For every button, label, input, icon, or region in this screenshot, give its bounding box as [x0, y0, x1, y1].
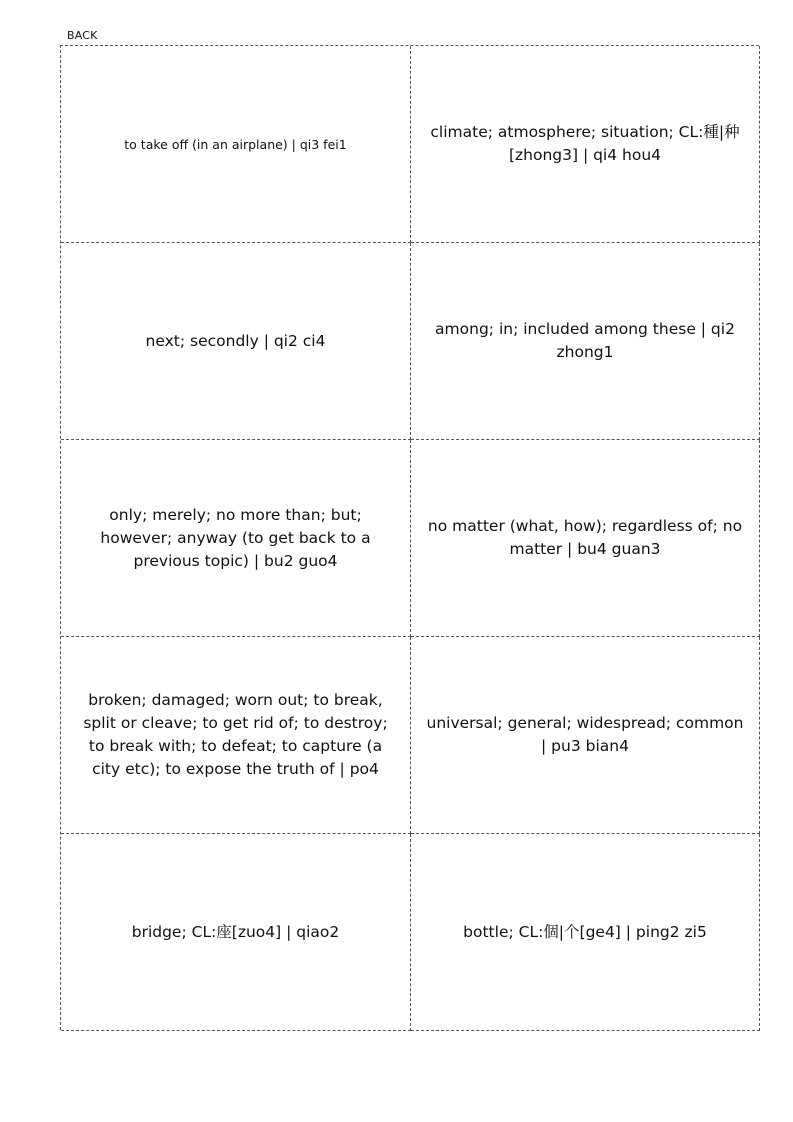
flashcard — [411, 834, 760, 1031]
flashcard — [61, 637, 411, 834]
flashcard — [61, 46, 411, 243]
flashcard — [411, 46, 760, 243]
flashcard-text: bottle; CL:個|个[ge4] | ping2 zi5 — [463, 922, 707, 941]
page-side-label: BACK — [67, 29, 98, 42]
flashcard — [411, 440, 760, 637]
flashcard-grid — [60, 45, 759, 1030]
flashcard-text: broken; damaged; worn out; to break, split or cleave; to get rid of; to destroy; to break with; to defeat; to capture (a city etc); to expose the truth of | po4 — [83, 691, 388, 778]
flashcard — [61, 243, 411, 440]
flashcard — [411, 637, 760, 834]
flashcard — [411, 243, 760, 440]
flashcard-text: climate; atmosphere; situation; CL:種|种[zhong3] | qi4 hou4 — [430, 123, 740, 164]
flashcard-text: to take off (in an airplane) | qi3 fei1 — [124, 136, 347, 152]
flashcard — [61, 834, 411, 1031]
flashcard-text: among; in; included among these | qi2 zhong1 — [435, 320, 735, 361]
flashcard — [61, 440, 411, 637]
flashcard-text: only; merely; no more than; but; however; anyway (to get back to a previous topic) | bu2 guo4 — [100, 505, 371, 570]
flashcard-text: universal; general; widespread; common | pu3 bian4 — [426, 714, 744, 755]
flashcard-text: no matter (what, how); regardless of; no matter | bu4 guan3 — [427, 517, 743, 558]
flashcard-text: bridge; CL:座[zuo4] | qiao2 — [131, 922, 340, 941]
flashcard-text: next; secondly | qi2 ci4 — [145, 331, 326, 350]
